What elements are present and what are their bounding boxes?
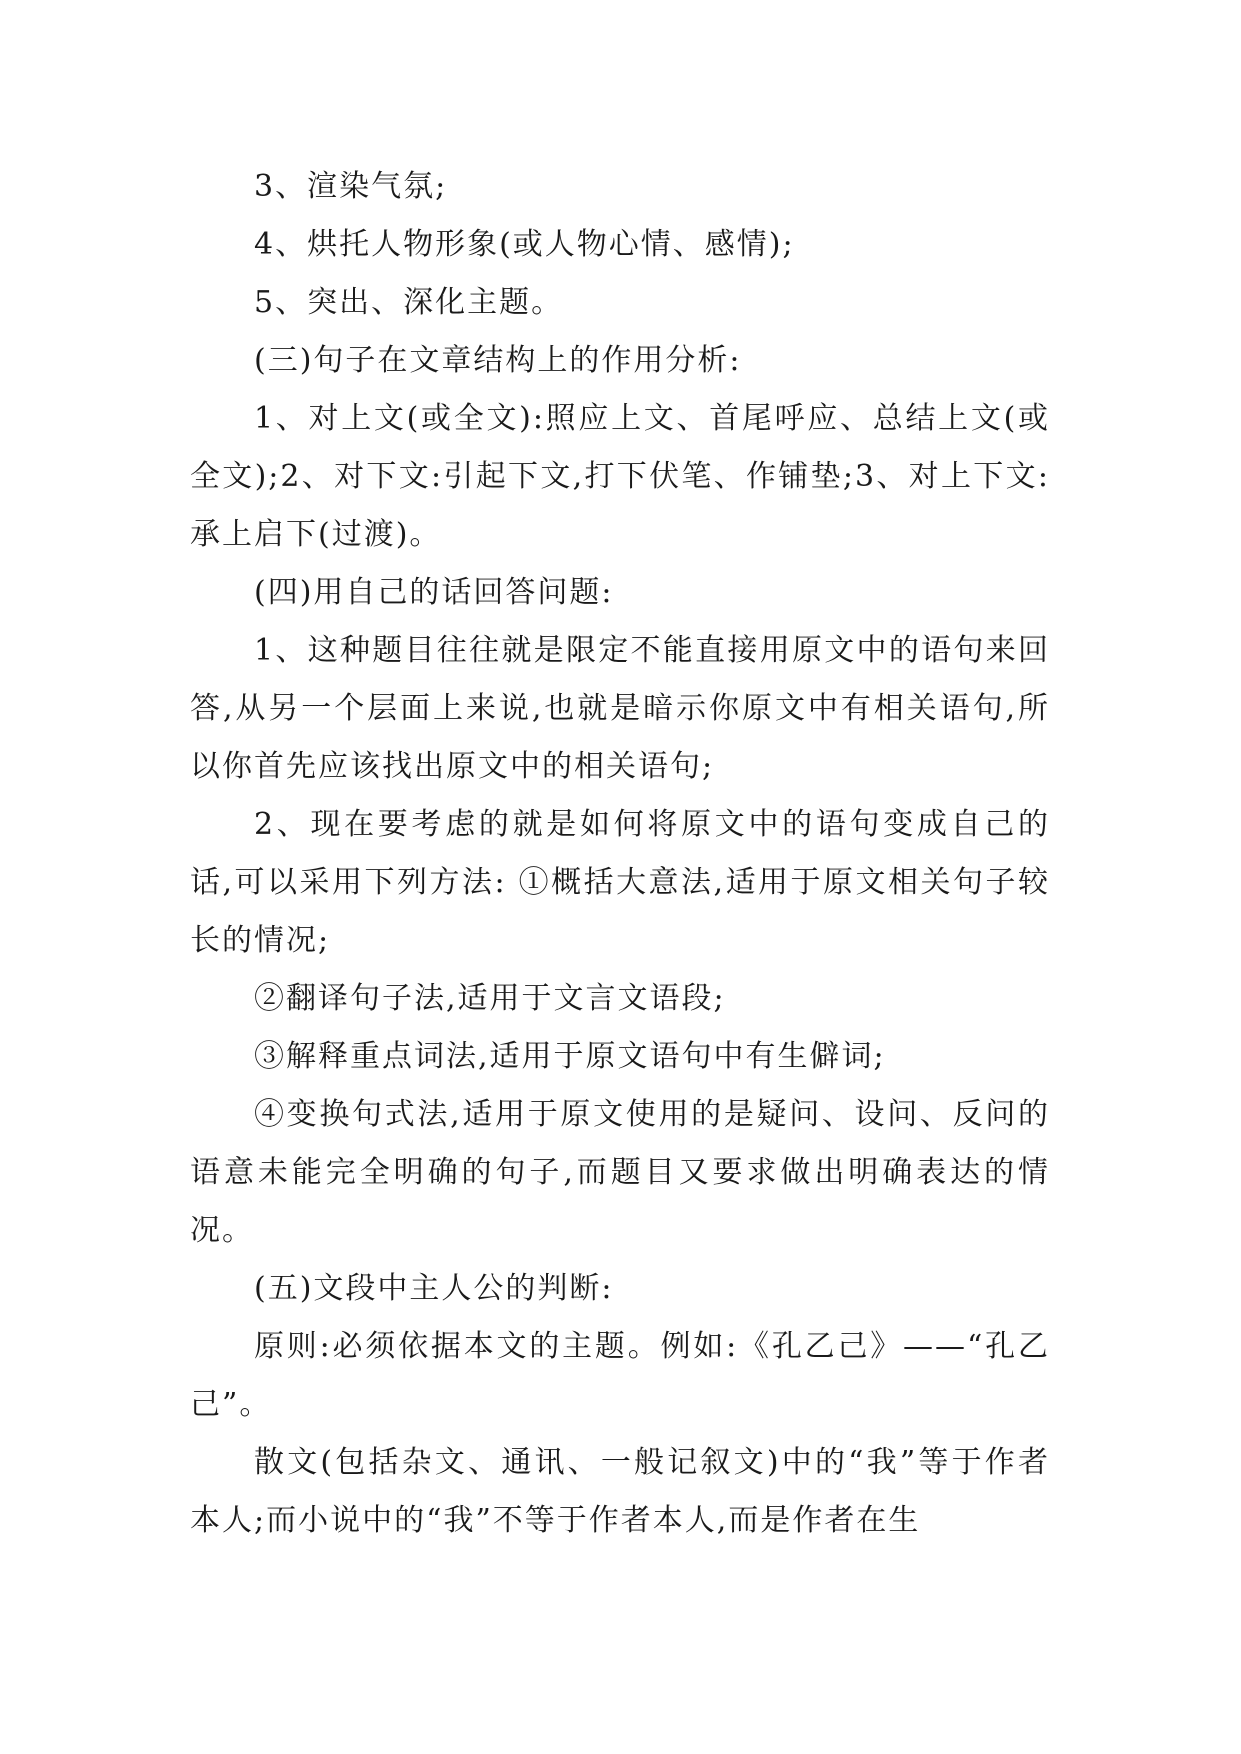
document-page xyxy=(190,158,1050,1550)
paragraph-item-4: 4、烘托人物形象(或人物心情、感情); xyxy=(254,227,795,262)
paragraph-structure-roles: 1、对上文(或全文):照应上文、首尾呼应、总结上文(或全文);2、对下文:引起下文,打下伏笔、作铺垫;3、对上下文:承上启下(过渡)。 xyxy=(190,401,1050,552)
paragraph-prose-narrator: 散文(包括杂文、通讯、一般记叙文)中的“我”等于作者本人;而小说中的“我”不等于作者本人,而是作者在生 xyxy=(190,1445,1050,1538)
section-heading-3: (三)句子在文章结构上的作用分析: xyxy=(254,343,742,378)
paragraph-own-words-2: 2、现在要考虑的就是如何将原文中的语句变成自己的话,可以采用下列方法: ①概括大意法,适用于原文相关句子较长的情况; xyxy=(190,807,1050,958)
section-heading-5: (五)文段中主人公的判断: xyxy=(254,1271,614,1306)
paragraph-item-5: 5、突出、深化主题。 xyxy=(254,285,564,320)
method-change-sentence: ④变换句式法,适用于原文使用的是疑问、设问、反问的语意未能完全明确的句子,而题目又要求做出明确表达的情况。 xyxy=(190,1097,1050,1248)
paragraph-item-3: 3、渲染气氛; xyxy=(254,169,448,204)
method-translate: ②翻译句子法,适用于文言文语段; xyxy=(254,981,726,1016)
section-heading-4: (四)用自己的话回答问题: xyxy=(254,575,614,610)
paragraph-own-words-1: 1、这种题目往往就是限定不能直接用原文中的语句来回答,从另一个层面上来说,也就是暗示你原文中有相关语句,所以你首先应该找出原文中的相关语句; xyxy=(190,633,1050,784)
paragraph-principle: 原则:必须依据本文的主题。例如:《孔乙己》——“孔乙己”。 xyxy=(190,1329,1050,1422)
method-explain-words: ③解释重点词法,适用于原文语句中有生僻词; xyxy=(254,1039,886,1074)
